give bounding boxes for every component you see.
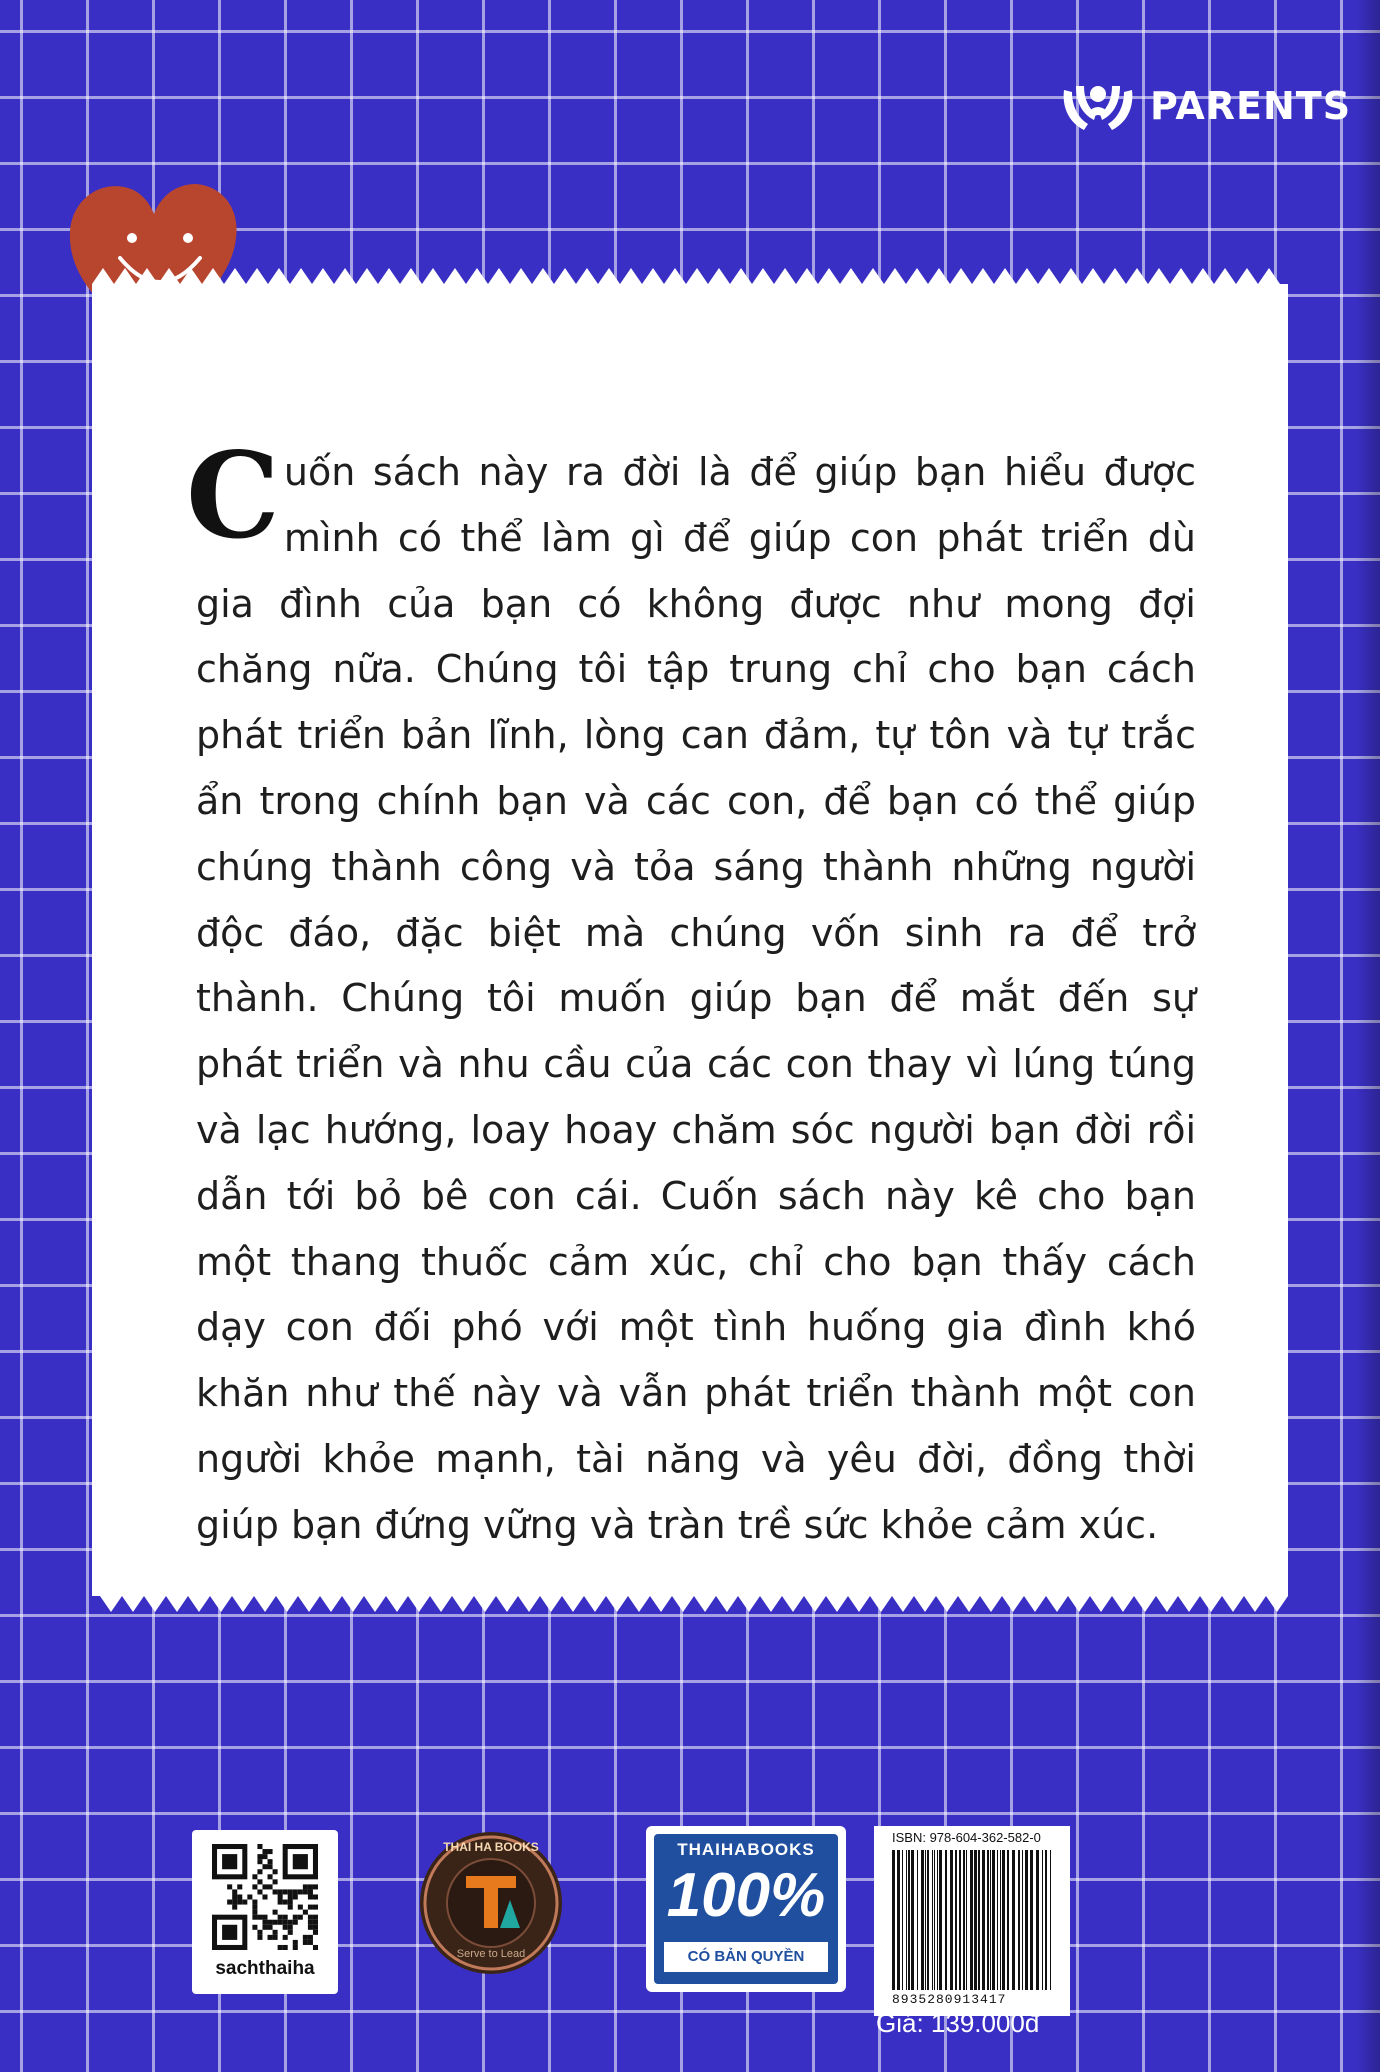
barcode-number: 8935280913417: [892, 1992, 1007, 2007]
isbn-label: ISBN: 978-604-362-582-0: [892, 1830, 1041, 1845]
hands-icon: [1058, 76, 1138, 136]
copyright-badge: [646, 1826, 846, 1992]
price-label: Giá: 139.000đ: [876, 2008, 1040, 2038]
parents-series-logo: [1058, 74, 1351, 138]
torn-paper-card: [92, 268, 1288, 1612]
spine-shadow: [1356, 0, 1380, 2072]
blurb-text: uốn sách này ra đời là để giúp bạn hiểu được mình có thể làm gì để giúp con phát triển dù gia đình của bạn có không được như mong đợi chăng nữa. Chúng tôi tập trung chỉ cho bạn cách phát triển bản lĩnh, lòng can đảm, tự tôn và tự trắc ẩn trong chính bạn và các con, để bạn có thể giúp chúng thành công và tỏa sáng thành những người độc đáo, đặc biệt mà chúng vốn sinh ra để trở thành. Chúng tôi muốn giúp bạn để mắt đến sự phát triển và nhu cầu của các con thay vì lúng túng và lạc hướng, loay hoay chăm sóc người bạn đời rồi dẫn tới bỏ bê con cái. Cuốn sách này kê cho bạn một thang thuốc cảm xúc, chỉ cho bạn thấy cách dạy con đối phó với một tình huống gia đình khó khăn như thế này và vẫn phát triển thành một con người khỏe mạnh, tài năng và yêu đời, đồng thời giúp bạn đứng vững và tràn trề sức khỏe cảm xúc.: [196, 450, 1196, 1547]
copyright-badge-inner: [654, 1834, 838, 1984]
isbn-barcode: [874, 1826, 1070, 2016]
seal-label: THAI HA BOOKS: [443, 1840, 539, 1854]
thaiha-books-seal-icon: [418, 1830, 564, 1976]
badge-brand: THAIHABOOKS: [677, 1840, 815, 1859]
seal-motto: Serve to Lead: [456, 1948, 526, 1960]
series-label: PARENTS: [1150, 84, 1352, 128]
drop-cap: C: [186, 426, 280, 565]
badge-percentage: 100%: [666, 1861, 826, 1930]
back-cover-blurb: [186, 426, 1196, 1559]
qr-caption: sachthaiha: [215, 1958, 315, 1979]
qr-code-card[interactable]: [192, 1830, 338, 1994]
badge-caption: CÓ BẢN QUYỀN: [664, 1942, 828, 1972]
